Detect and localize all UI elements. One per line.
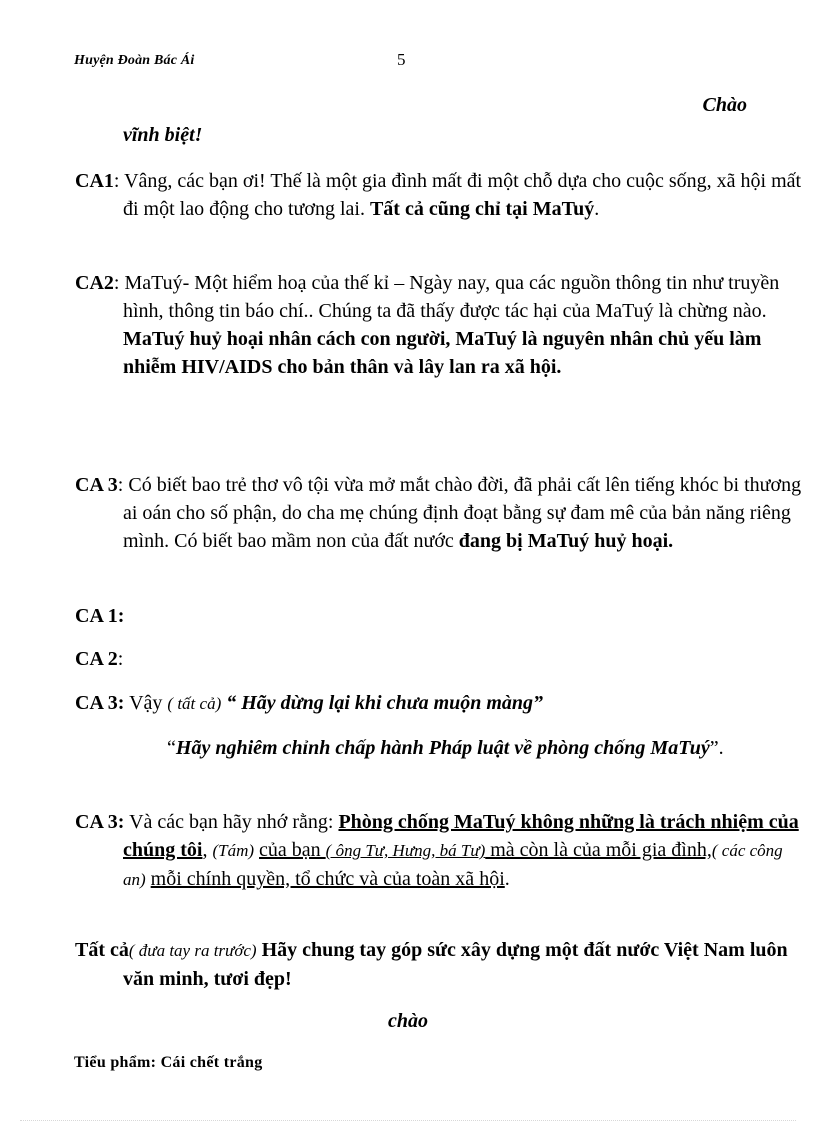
speaker-label: Tất cả bbox=[75, 939, 129, 961]
speaker-label: CA 3: bbox=[75, 811, 125, 833]
closing-chao: chào bbox=[388, 1010, 428, 1032]
speaker-label: CA2 bbox=[75, 272, 114, 294]
dialogue-text: Vậy bbox=[124, 692, 168, 714]
slogan-block bbox=[123, 734, 755, 762]
speaker-label: CA 3 bbox=[75, 474, 118, 496]
dialogue-text: MaTuý- Một hiểm hoạ của thế kỉ – Ngày nay, qua các nguồn thông tin như truyền hình, thông tin báo chí.. Chúng ta đã thấy được tác hại của MaTuý là chừng nào. bbox=[123, 272, 780, 322]
slogan-text: Hãy nghiêm chỉnh chấp hành Pháp luật về phòng chống MaTuý bbox=[175, 737, 710, 759]
dialogue-emphasis: MaTuý huỷ hoại nhân cách con người, MaTuý là nguyên nhân chủ yếu làm nhiễm HIV/AIDS cho bản thân và lây lan ra xã hội. bbox=[123, 328, 762, 378]
dialogue-ca2 bbox=[75, 269, 803, 381]
dialogue-emphasis: đang bị MaTuý huỷ hoại. bbox=[458, 530, 674, 552]
dialogue-text-2: , bbox=[202, 839, 213, 861]
dialogue-text: Có biết bao trẻ thơ vô tội vừa mở mắt chào đời, đã phải cất lên tiếng khóc bi thương ai oán cho số phận, do cha mẹ chúng định đoạt bằng sự đam mê của bản năng riêng mình. Có biết bao mầm non của đất nước bbox=[123, 474, 802, 552]
closing-line-vinh-biet bbox=[123, 121, 803, 149]
underlined-text-2: mà còn là của mỗi gia đình, bbox=[485, 839, 712, 861]
separator: : bbox=[113, 170, 125, 192]
dialogue-emphasis: Tất cả cũng chỉ tại MaTuý bbox=[369, 198, 595, 220]
dialogue-end: . bbox=[594, 198, 600, 220]
stage-direction-2: ( ông Tư, Hưng, bá Tư) bbox=[325, 841, 486, 860]
page-edge-divider bbox=[20, 1120, 796, 1121]
stage-direction-1: (Tám) bbox=[212, 841, 255, 860]
dialogue-emphasis: Hãy chung tay góp sức xây dựng một đất nước Việt Nam luôn văn minh, tươi đẹp! bbox=[123, 939, 788, 990]
dialogue-all bbox=[75, 936, 803, 993]
dialogue-ca3-b bbox=[75, 689, 803, 718]
dialogue-ca3-c bbox=[75, 808, 803, 894]
footer-title: Tiểu phẩm: Cái chết trắng bbox=[74, 1054, 263, 1071]
header-title: Huyện Đoàn Bác Ái bbox=[74, 53, 195, 68]
speaker-label: CA 1: bbox=[75, 605, 125, 627]
separator: : bbox=[113, 272, 125, 294]
underlined-text-1: của bạn bbox=[259, 839, 326, 861]
dialogue-end: . bbox=[504, 868, 510, 890]
underlined-text-3: mỗi chính quyền, tổ chức và của toàn xã hội bbox=[150, 868, 505, 890]
dialogue-ca1 bbox=[75, 167, 803, 223]
vinh-biet-text: vĩnh biệt! bbox=[123, 124, 203, 146]
dialogue-ca1-empty bbox=[75, 602, 803, 630]
speaker-label: CA 3: bbox=[75, 692, 125, 714]
dialogue-ca3-a bbox=[75, 471, 803, 555]
dialogue-emphasis-underlined: Phòng chống MaTuý không những là trách nhiệm của chúng tôi bbox=[123, 811, 799, 861]
stage-direction: ( đưa tay ra trước) bbox=[128, 941, 257, 960]
quote-open: “ bbox=[167, 737, 176, 759]
stage-direction-3: ( các công an) bbox=[123, 841, 783, 889]
quote-close: ”. bbox=[709, 737, 724, 759]
slogan-quote: “ Hãy dừng lại khi chưa muộn màng” bbox=[221, 692, 544, 714]
dialogue-ca2-empty bbox=[75, 645, 803, 673]
speaker-label: CA 2 bbox=[75, 648, 118, 670]
speaker-label: CA1 bbox=[75, 170, 114, 192]
closing-line-chao: Chào bbox=[702, 94, 747, 116]
separator: : bbox=[117, 648, 124, 670]
dialogue-text: Vâng, các bạn ơi! Thế là một gia đình mất đi một chỗ dựa cho cuộc sống, xã hội mất đi một lao động cho tương lai. bbox=[123, 170, 802, 220]
dialogue-text: Và các bạn hãy nhớ rằng: bbox=[124, 811, 339, 833]
stage-direction: ( tất cả) bbox=[167, 694, 222, 713]
separator: : bbox=[117, 474, 129, 496]
page-number: 5 bbox=[397, 50, 406, 69]
